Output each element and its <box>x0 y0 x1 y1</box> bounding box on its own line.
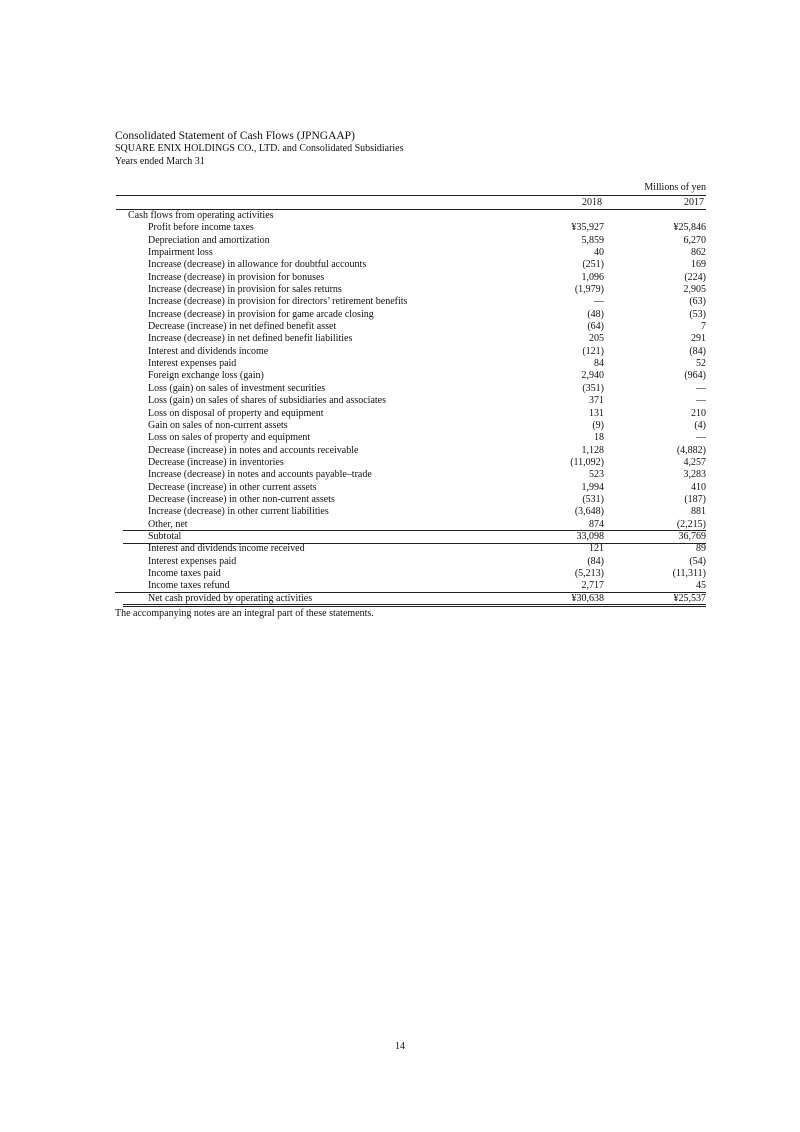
footnote: The accompanying notes are an integral part of these statements. <box>115 608 374 619</box>
value-2017: 36,769 <box>678 530 706 542</box>
value-2018: (121) <box>582 345 604 357</box>
value-2018: (11,092) <box>570 456 604 468</box>
value-2017: 291 <box>691 333 706 345</box>
value-2017: — <box>696 395 706 407</box>
row-label: Increase (decrease) in net defined benefit liabilities <box>148 333 353 345</box>
table-row <box>116 370 706 382</box>
value-2017: 210 <box>691 407 706 419</box>
row-label: Increase (decrease) in provision for bonuses <box>148 271 325 283</box>
column-header-2017: 2017 <box>684 197 704 208</box>
statement-header <box>115 130 715 168</box>
row-label: Loss on disposal of property and equipment <box>148 407 324 419</box>
value-2017: (84) <box>689 345 706 357</box>
value-2018: (351) <box>582 382 604 394</box>
value-2018: 18 <box>594 432 604 444</box>
value-2017: 169 <box>691 259 706 271</box>
table-row <box>116 296 706 308</box>
value-2018: (3,648) <box>574 506 604 518</box>
row-label: Impairment loss <box>148 247 213 259</box>
row-label: Foreign exchange loss (gain) <box>148 370 264 382</box>
table-row <box>116 247 706 259</box>
row-label: Decrease (increase) in other current assets <box>148 481 317 493</box>
row-label: Interest expenses paid <box>148 358 237 370</box>
value-2017: — <box>696 432 706 444</box>
row-label: Loss on sales of property and equipment <box>148 432 311 444</box>
value-2018: 1,994 <box>581 481 604 493</box>
value-2017: 89 <box>696 543 706 555</box>
company-name: SQUARE ENIX HOLDINGS CO., LTD. and Consolidated Subsidiaries <box>115 143 404 154</box>
row-label: Net cash provided by operating activities <box>148 592 313 604</box>
value-2018: 1,128 <box>581 444 604 456</box>
value-2017: (54) <box>689 555 706 567</box>
table-row <box>116 272 706 284</box>
value-2017: (63) <box>689 296 706 308</box>
value-2017: 3,283 <box>683 469 706 481</box>
table-row <box>116 519 706 531</box>
table-row <box>116 506 706 518</box>
row-label: Cash flows from operating activities <box>128 210 274 221</box>
value-2018: (1,979) <box>574 284 604 296</box>
value-2017: 45 <box>696 580 706 592</box>
value-2017: 6,270 <box>683 234 706 246</box>
value-2018: (64) <box>587 321 604 333</box>
table-row <box>116 408 706 420</box>
page-number: 14 <box>395 1041 405 1052</box>
value-2018: (84) <box>587 555 604 567</box>
column-header-2018: 2018 <box>582 197 602 208</box>
value-2017: (187) <box>684 493 706 505</box>
table-row <box>116 284 706 296</box>
row-label: Increase (decrease) in provision for sales returns <box>148 284 342 296</box>
row-label: Decrease (increase) in other non-current assets <box>148 493 335 505</box>
table-row <box>116 358 706 370</box>
row-label: Income taxes refund <box>148 580 230 592</box>
value-2018: 84 <box>594 358 604 370</box>
value-2017: ¥25,846 <box>673 222 706 234</box>
row-label: Profit before income taxes <box>148 222 254 234</box>
table-row <box>116 222 706 234</box>
value-2017: 2,905 <box>683 284 706 296</box>
value-2018: (531) <box>582 493 604 505</box>
value-2017: ¥25,537 <box>673 592 706 604</box>
table-row <box>116 580 706 592</box>
value-2017: (964) <box>684 370 706 382</box>
value-2018: 131 <box>589 407 604 419</box>
row-label: Loss (gain) on sales of investment securities <box>148 382 326 394</box>
value-2018: (48) <box>587 308 604 320</box>
row-label: Gain on sales of non-current assets <box>148 419 288 431</box>
value-2017: (4,882) <box>676 444 706 456</box>
row-label: Increase (decrease) in notes and accounts payable–trade <box>148 469 372 481</box>
table-row <box>116 482 706 494</box>
value-2018: (5,213) <box>574 567 604 579</box>
row-label: Income taxes paid <box>148 567 221 579</box>
reporting-period: Years ended March 31 <box>115 155 205 167</box>
value-2018: ¥30,638 <box>571 592 604 604</box>
value-2017: 881 <box>691 506 706 518</box>
table-top-rule <box>116 195 706 196</box>
value-2018: 5,859 <box>581 234 604 246</box>
table-row <box>116 593 706 605</box>
table-row <box>116 309 706 321</box>
column-headers <box>116 197 706 209</box>
value-2018: ¥35,927 <box>571 222 604 234</box>
value-2018: 523 <box>589 469 604 481</box>
value-2018: 1,096 <box>581 271 604 283</box>
value-2017: (4) <box>694 419 706 431</box>
table-row <box>116 432 706 444</box>
row-label: Increase (decrease) in allowance for doubtful accounts <box>148 259 367 271</box>
value-2018: 205 <box>589 333 604 345</box>
value-2017: 862 <box>691 247 706 259</box>
row-label: Increase (decrease) in other current liabilities <box>148 506 329 518</box>
table-row <box>116 556 706 568</box>
value-2018: 40 <box>594 247 604 259</box>
value-2017: 4,257 <box>683 456 706 468</box>
row-label: Loss (gain) on sales of shares of subsidiaries and associates <box>148 395 386 407</box>
currency-unit: Millions of yen <box>644 182 706 193</box>
table-row <box>116 469 706 481</box>
row-label: Interest and dividends income received <box>148 543 305 555</box>
value-2018: 33,098 <box>576 530 604 542</box>
value-2018: — <box>594 296 604 308</box>
value-2017: (2,215) <box>676 518 706 530</box>
row-label: Increase (decrease) in provision for directors’ retirement benefits <box>148 296 408 308</box>
row-label: Decrease (increase) in net defined benefit asset <box>148 321 337 333</box>
value-2017: 52 <box>696 358 706 370</box>
value-2018: 371 <box>589 395 604 407</box>
value-2018: 2,940 <box>581 370 604 382</box>
table-row <box>116 395 706 407</box>
table-row <box>116 568 706 580</box>
table-row <box>116 457 706 469</box>
row-label: Increase (decrease) in provision for game arcade closing <box>148 308 374 320</box>
row-label: Interest expenses paid <box>148 555 237 567</box>
row-label: Depreciation and amortization <box>148 234 270 246</box>
table-row <box>116 445 706 457</box>
value-2018: (9) <box>592 419 604 431</box>
value-2018: 874 <box>589 518 604 530</box>
table-row <box>116 494 706 506</box>
table-row <box>116 259 706 271</box>
table-row <box>116 543 706 555</box>
table-row <box>116 383 706 395</box>
value-2018: (251) <box>582 259 604 271</box>
row-label: Decrease (increase) in inventories <box>148 456 284 468</box>
table-row <box>116 420 706 432</box>
table-row <box>116 346 706 358</box>
table-row <box>116 321 706 333</box>
value-2018: 121 <box>589 543 604 555</box>
table-row <box>116 531 706 543</box>
table-row <box>116 235 706 247</box>
value-2017: (53) <box>689 308 706 320</box>
value-2017: — <box>696 382 706 394</box>
value-2017: 7 <box>701 321 706 333</box>
statement-title: Consolidated Statement of Cash Flows (JPNGAAP) <box>115 130 355 142</box>
row-label: Decrease (increase) in notes and accounts receivable <box>148 444 359 456</box>
row-label: Interest and dividends income <box>148 345 269 357</box>
value-2017: 410 <box>691 481 706 493</box>
row-label: Subtotal <box>148 530 182 542</box>
value-2017: (224) <box>684 271 706 283</box>
value-2018: 2,717 <box>581 580 604 592</box>
row-label: Other, net <box>148 518 188 530</box>
section-header-row <box>116 210 706 222</box>
table-body <box>116 210 706 605</box>
table-row <box>116 333 706 345</box>
value-2017: (11,311) <box>672 567 706 579</box>
